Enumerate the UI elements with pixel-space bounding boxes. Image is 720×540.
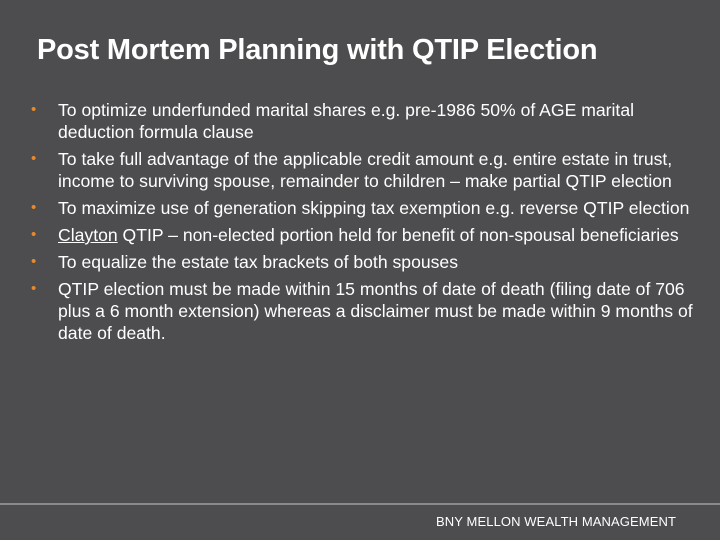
bullet-text: To take full advantage of the applicable credit amount e.g. entire estate in trust, income to surviving spouse, remainder to children – make partial QTIP election — [58, 149, 673, 191]
bullet-item — [30, 224, 694, 246]
bullet-text: To equalize the estate tax brackets of both spouses — [58, 252, 459, 272]
bullet-marker: • — [31, 226, 37, 243]
footer-divider — [0, 503, 720, 505]
clayton-link[interactable]: Clayton — [58, 225, 118, 245]
bullet-text: To maximize use of generation skipping tax exemption e.g. reverse QTIP election — [58, 198, 690, 218]
bullet-text: To optimize underfunded marital shares e.g. pre-1986 50% of AGE marital deduction formula clause — [58, 100, 635, 142]
bullet-marker: • — [31, 280, 37, 297]
bullet-item — [30, 197, 694, 219]
bullet-marker: • — [31, 101, 37, 118]
footer-brand: BNY MELLON WEALTH MANAGEMENT — [436, 514, 676, 529]
bullet-item — [30, 99, 694, 143]
bullet-list — [30, 99, 694, 349]
slide-title: Post Mortem Planning with QTIP Election — [37, 34, 598, 66]
bullet-marker: • — [31, 150, 37, 167]
bullet-marker: • — [31, 253, 37, 270]
bullet-item — [30, 251, 694, 273]
bullet-text: QTIP – non-elected portion held for benefit of non-spousal beneficiaries — [117, 225, 679, 245]
bullet-marker: • — [31, 199, 37, 216]
bullet-item — [30, 148, 694, 192]
bullet-item — [30, 278, 694, 344]
bullet-text: QTIP election must be made within 15 months of date of death (filing date of 706 plus a 6 month extension) whereas a disclaimer must be made within 9 months of date of death. — [58, 279, 693, 343]
